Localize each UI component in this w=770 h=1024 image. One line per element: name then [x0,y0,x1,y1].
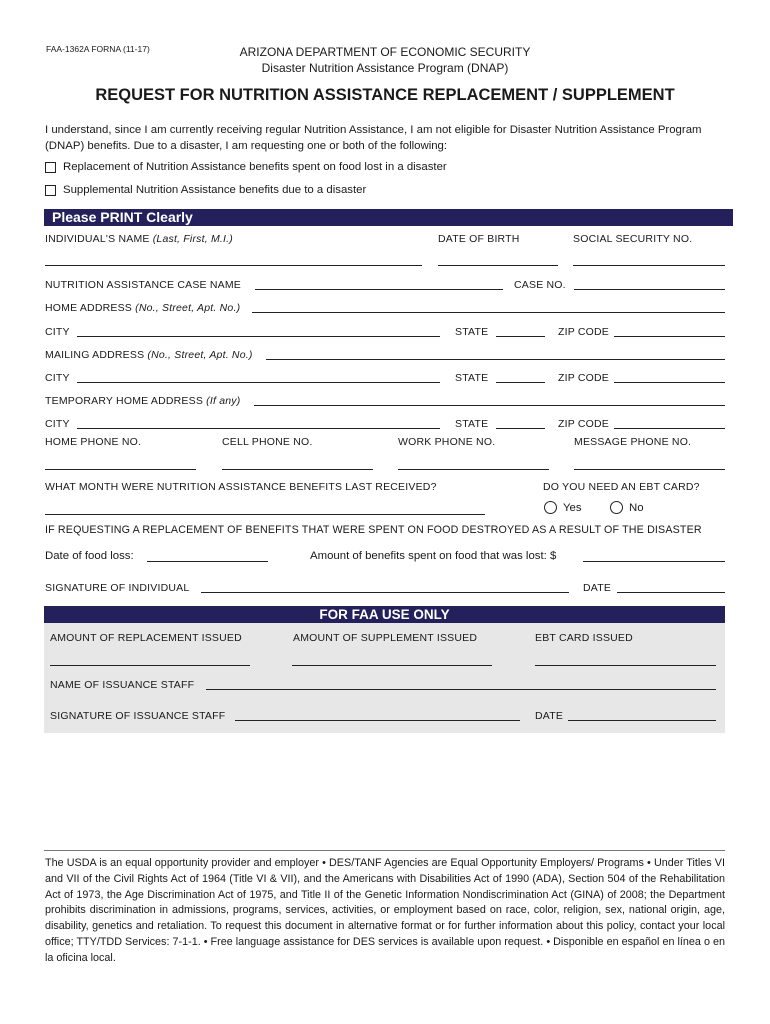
temp-city-label: CITY [45,418,70,430]
staff-name-field[interactable] [206,689,716,690]
supplement-amount-label: AMOUNT OF SUPPLEMENT ISSUED [293,632,478,644]
program-name: Disaster Nutrition Assistance Program (DNAP) [261,61,509,75]
ssn-field[interactable] [573,265,725,266]
ebt-yes-label: Yes [563,501,582,514]
staff-date-field[interactable] [568,720,716,721]
replacement-heading: IF REQUESTING A REPLACEMENT OF BENEFITS THAT WERE SPENT ON FOOD DESTROYED AS A RESULT OF THE DISASTER [45,524,702,536]
form-number: FAA-1362A FORNA (11-17) [46,44,150,54]
last-month-label: WHAT MONTH WERE NUTRITION ASSISTANCE BENEFITS LAST RECEIVED? [45,481,437,493]
amount-lost-field[interactable] [583,561,725,562]
cell-phone-label: CELL PHONE NO. [222,436,313,448]
mailing-address-label: MAILING ADDRESS (No., Street, Apt. No.) [45,349,253,361]
ebt-issued-field[interactable] [535,665,716,666]
work-phone-label: WORK PHONE NO. [398,436,496,448]
last-month-field[interactable] [45,514,485,515]
supplement-amount-field[interactable] [292,665,492,666]
home-state-label: STATE [455,326,489,338]
replacement-option[interactable] [45,161,447,173]
staff-name-label: NAME OF ISSUANCE STAFF [50,679,195,691]
dob-field[interactable] [438,265,558,266]
ebt-yes-option[interactable] [544,501,582,514]
mailing-city-label: CITY [45,372,70,384]
case-no-label: CASE NO. [514,279,566,291]
nondiscrimination-notice: The USDA is an equal opportunity provider and employer • DES/TANF Agencies are Equal Opportunity Employers/ Programs • Under Titles VI and VII of the Civil Rights Act of 1964 (Title VI & VII), and the Americans with Disabilities Act of 1990 (ADA), Section 504 of the Rehabilitation Act of 1973, the Age Discrimination Act of 1975, and Title II of the Genetic Information Nondiscrimination Act (GINA) of 2008; the Department prohibits discrimination in admissions, programs, services, activities, or employment based on race, color, religion, sex, national origin, age, disability, genetics and retaliation. To request this document in alternative format or for further information about this policy, contact your local office; TTY/TDD Services: 7-1-1. • Free language assistance for DES services is available upon request. • Disponible en español en línea o en la oficina local. [45,857,725,964]
temp-address-label: TEMPORARY HOME ADDRESS (If any) [45,395,241,407]
home-address-field[interactable] [252,312,725,313]
case-name-label: NUTRITION ASSISTANCE CASE NAME [45,279,241,291]
staff-date-label: DATE [535,710,564,722]
home-phone-label: HOME PHONE NO. [45,436,142,448]
footer-divider [44,850,725,851]
case-no-field[interactable] [574,289,725,290]
mailing-state-field[interactable] [496,382,545,383]
message-phone-field[interactable] [574,469,725,470]
mailing-state-label: STATE [455,372,489,384]
faa-use-banner: FOR FAA USE ONLY [44,606,725,623]
intro-text: I understand, since I am currently receiving regular Nutrition Assistance, I am not eligible for Disaster Nutrition Assistance Program (DNAP) benefits. Due to a disaster, I am requesting one or both of the following: [45,124,702,152]
ebt-issued-label: EBT CARD ISSUED [535,632,633,644]
agency-header [0,44,770,76]
dob-label: DATE OF BIRTH [438,233,520,245]
temp-zip-label: ZIP CODE [558,418,609,430]
supplement-option-label: Supplemental Nutrition Assistance benefits due to a disaster [63,184,367,196]
case-name-field[interactable] [255,289,503,290]
name-label: INDIVIDUAL'S NAME (Last, First, M.I.) [45,233,233,245]
ebt-no-option[interactable] [610,501,644,514]
signature-date-field[interactable] [617,592,725,593]
cell-phone-field[interactable] [222,469,373,470]
home-zip-field[interactable] [614,336,725,337]
signature-date-label: DATE [583,582,612,594]
replacement-amount-field[interactable] [50,665,250,666]
home-state-field[interactable] [496,336,545,337]
staff-signature-label: SIGNATURE OF ISSUANCE STAFF [50,710,226,722]
mailing-zip-label: ZIP CODE [558,372,609,384]
work-phone-field[interactable] [398,469,549,470]
agency-name: ARIZONA DEPARTMENT OF ECONOMIC SECURITY [239,45,531,59]
temp-zip-field[interactable] [614,428,725,429]
home-phone-field[interactable] [45,469,196,470]
ebt-question: DO YOU NEED AN EBT CARD? [543,481,700,493]
home-zip-label: ZIP CODE [558,326,609,338]
signature-field[interactable] [201,592,569,593]
ebt-no-radio[interactable] [610,501,623,514]
home-city-field[interactable] [77,336,440,337]
home-address-label: HOME ADDRESS (No., Street, Apt. No.) [45,302,241,314]
replacement-amount-label: AMOUNT OF REPLACEMENT ISSUED [50,632,242,644]
signature-label: SIGNATURE OF INDIVIDUAL [45,582,190,594]
supplement-checkbox[interactable] [45,185,56,196]
staff-signature-field[interactable] [235,720,520,721]
name-field[interactable] [45,265,422,266]
supplement-option[interactable] [45,184,366,196]
mailing-city-field[interactable] [77,382,440,383]
replacement-checkbox[interactable] [45,162,56,173]
temp-address-field[interactable] [254,405,725,406]
temp-state-field[interactable] [496,428,545,429]
message-phone-label: MESSAGE PHONE NO. [574,436,692,448]
replacement-option-label: Replacement of Nutrition Assistance benefits spent on food lost in a disaster [63,161,447,173]
amount-lost-label: Amount of benefits spent on food that was lost: $ [310,550,557,562]
food-loss-date-label: Date of food loss: [45,550,134,562]
print-clearly-banner: Please PRINT Clearly [44,209,733,226]
home-city-label: CITY [45,326,70,338]
temp-city-field[interactable] [77,428,440,429]
mailing-zip-field[interactable] [614,382,725,383]
temp-state-label: STATE [455,418,489,430]
ebt-no-label: No [629,501,644,514]
form-title: REQUEST FOR NUTRITION ASSISTANCE REPLACEMENT / SUPPLEMENT [95,86,675,104]
food-loss-date-field[interactable] [147,561,268,562]
ebt-yes-radio[interactable] [544,501,557,514]
mailing-address-field[interactable] [266,359,725,360]
ssn-label: SOCIAL SECURITY NO. [573,233,693,245]
